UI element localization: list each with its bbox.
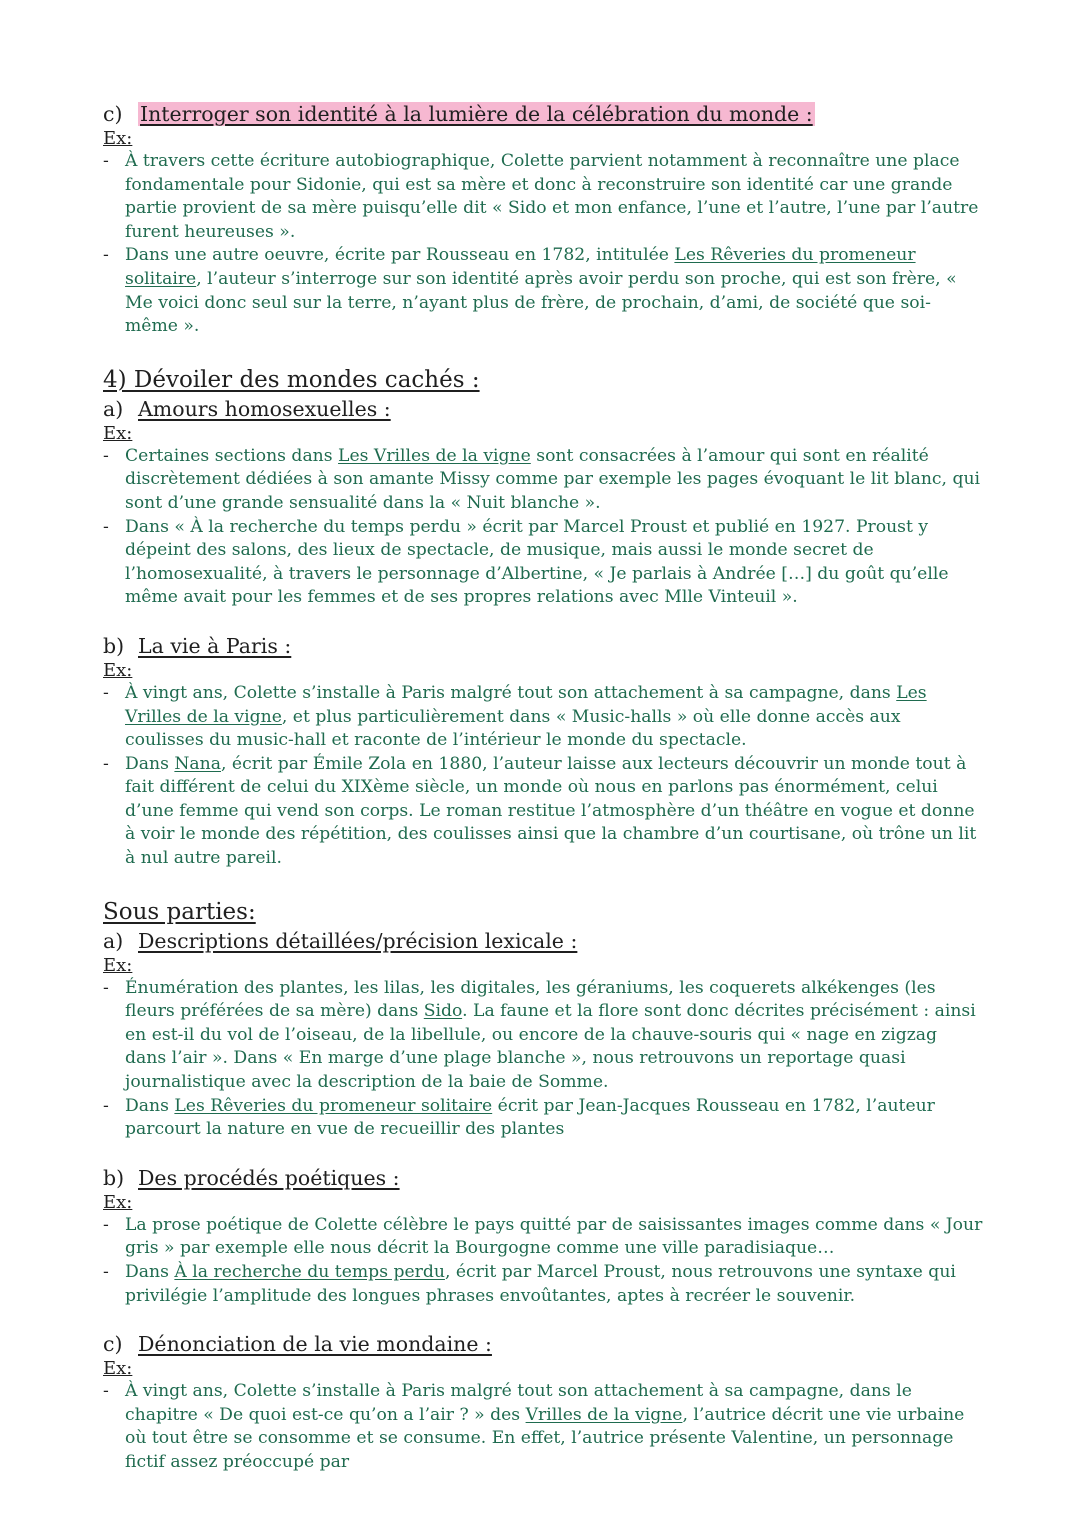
heading-c-mondaine: c) Dénonciation de la vie mondaine :	[103, 1332, 492, 1357]
heading-a-amours: a) Amours homosexuelles :	[103, 396, 391, 421]
list-item: - Dans Les Rêveries du promeneur solitaire écrit par Jean-Jacques Rousseau en 1782, l’auteur parcourt la nature en vue de recueillir des plantes	[103, 1095, 935, 1140]
ex-label: Ex:	[103, 1358, 133, 1380]
heading-b-paris: b) La vie à Paris :	[103, 633, 292, 658]
bullet-list	[103, 1380, 983, 1474]
document-page	[103, 100, 983, 1475]
ex-label: Ex:	[103, 422, 133, 444]
sous-parties-title: Sous parties:	[103, 898, 256, 925]
list-item: - La prose poétique de Colette célèbre le pays quitté par de saisissantes images comme dans « Jour gris » par exemple elle nous décrit la Bourgogne comme une ville paradisiaque…	[103, 1214, 983, 1259]
book-title: Sido	[423, 1001, 463, 1022]
bullet-list	[103, 977, 983, 1142]
bullet-list	[103, 682, 983, 871]
book-title: À la recherche du temps perdu	[174, 1262, 445, 1282]
ex-label: Ex:	[103, 659, 133, 681]
list-item: - Dans « À la recherche du temps perdu » écrit par Marcel Proust et publié en 1927. Proust y dépeint des salons, des lieux de spectacle, de musique, mais aussi le monde secret de l’homosexualité, à travers le personnage d’Albertine, « Je parlais à Andrée […] du goût qu’elle même avait pour les femmes et de ses propres relations avec Mlle Vinteuil ».	[103, 516, 949, 608]
list-item: - À vingt ans, Colette s’installe à Paris malgré tout son attachement à sa campagne, dans le chapitre « De quoi est-ce qu’on a l’air ? » des Vrilles de la vigne, l’autrice décrit une vie urbaine où tout être se consomme et se consume. En effet, l’autrice présente Valentine, un personnage fictif assez préoccupé par	[103, 1381, 965, 1472]
heading-text: Interroger son identité à la lumière de la célébration du monde :	[140, 102, 813, 126]
book-title: Les Vrilles de la vigne	[125, 682, 927, 727]
heading-c-identite: c) Interroger son identité à la lumière de la célébration du monde :	[103, 102, 813, 126]
list-item: - Dans Nana, écrit par Émile Zola en 1880, l’auteur laisse aux lecteurs découvrir un monde tout à fait différent de celui du XIXème siècle, un monde où nous en parlons pas énormément, celui d’une femme qui vend son corps. Le roman restitue l’atmosphère d’un théâtre en vogue et donne à voir le monde des répétition, des coulisses ainsi que la chambre d’un courtisane, où trône un lit à nul autre pareil.	[103, 753, 977, 869]
heading-b-poetique: b) Des procédés poétiques :	[103, 1165, 400, 1190]
book-title: Les Rêveries du promeneur solitaire	[125, 245, 916, 289]
list-item: - Certaines sections dans Les Vrilles de la vigne sont consacrées à l’amour qui sont en réalité discrètement dédiées à son amante Missy comme par exemple les pages évoquant le lit blanc, qui sont d’une grande sensualité dans la « Nuit blanche ».	[103, 445, 981, 513]
book-title: Nana	[174, 753, 221, 774]
ex-label: Ex:	[103, 954, 133, 976]
heading-a-descriptions: a) Descriptions détaillées/précision lexicale :	[103, 928, 578, 953]
bullet-list	[103, 445, 983, 610]
ex-label: Ex:	[103, 128, 133, 149]
bullet-list	[103, 150, 983, 339]
list-item: - Énumération des plantes, les lilas, les digitales, les géraniums, les coquerets alkékenges (les fleurs préférées de sa mère) dans Sido. La faune et la flore sont donc décrites précisément : ainsi en est-il du vol de l’oiseau, de la libellule, ou encore de la chauve-souris qui « nage en zigzag dans l’air ». Dans « En marge d’une plage blanche », nous retrouvons un reportage quasi journalistique avec la description de la baie de Somme.	[103, 977, 976, 1093]
book-title: Les Vrilles de la vigne	[338, 445, 531, 466]
list-item: - À travers cette écriture autobiographique, Colette parvient notamment à reconnaître une place fondamentale pour Sidonie, qui est sa mère et donc à reconstruire son identité car une grande partie provient de sa mère puisqu’elle dit « Sido et mon enfance, l’une et l’autre, l’une par l’autre furent heureuses ».	[103, 151, 979, 242]
list-item: - Dans une autre oeuvre, écrite par Rousseau en 1782, intitulée Les Rêveries du promeneur solitaire, l’auteur s’interroge sur son identité après avoir perdu son proche, qui est son frère, « Me voici donc seul sur la terre, n’ayant plus de frère, de prochain, d’ami, de société que soi-même ».	[103, 245, 957, 337]
bullet-list	[103, 1214, 983, 1308]
list-item: - À vingt ans, Colette s’installe à Paris malgré tout son attachement à sa campagne, dans Les Vrilles de la vigne, et plus particulièrement dans « Music-halls » où elle donne accès aux coulisses du music-hall et raconte de l’intérieur le monde du spectacle.	[103, 682, 927, 751]
part4-title: 4) Dévoiler des mondes cachés :	[103, 366, 480, 393]
book-title: Les Rêveries du promeneur solitaire	[174, 1095, 493, 1116]
list-item: - Dans À la recherche du temps perdu, écrit par Marcel Proust, nous retrouvons une syntaxe qui privilégie l’amplitude des longues phrases envoûtantes, aptes à recréer le souvenir.	[103, 1262, 956, 1306]
ex-label: Ex:	[103, 1191, 133, 1213]
book-title: Vrilles de la vigne	[525, 1404, 683, 1425]
